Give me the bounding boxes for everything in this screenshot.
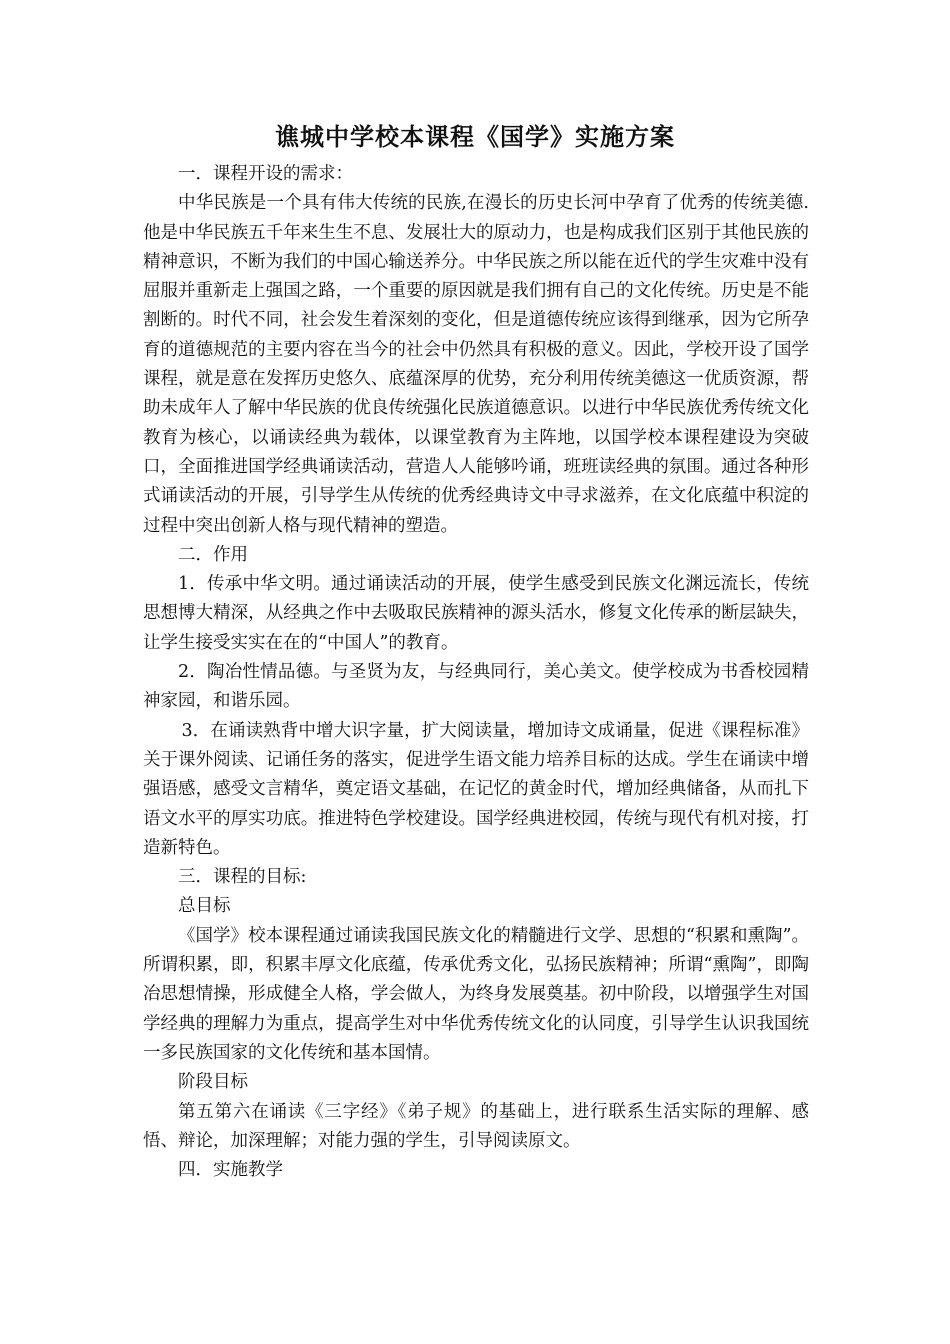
section-2-item-1: 1．传承中华文明。通过诵读活动的开展，使学生感受到民族文化渊远流长，传统思想博大精深，从经典之作中去吸取民族精神的源头活水，修复文化传承的断层缺失，让学生接受实实在在的“中国人”的教育。 xyxy=(143,574,809,653)
section-3-heading: 三．课程的目标: xyxy=(178,867,307,888)
document-title: 谯城中学校本课程《国学》实施方案 xyxy=(275,122,675,151)
section-1-heading: 一．课程开设的需求： xyxy=(178,164,353,184)
section-2-item-2: 2．陶冶性情品德。与圣贤为友，与经典同行，美心美文。使学校成为书香校园精神家园，和谐乐园。 xyxy=(143,662,809,712)
section-2-item-3: 3．在诵读熟背中增大识字量，扩大阅读量，增加诗文成诵量，促进《课程标准》关于课外阅读、记诵任务的落实，促进学生语文能力培养目标的达成。学生在诵读中增强语感，感受文言精华，奠定语文基础，在记忆的黄金时代，增加经典储备，从而扎下语文水平的厚实功底。推进特色学校建设。国学经典进校园，传统与现代有机对接，打造新特色。 xyxy=(143,720,809,858)
section-4-heading: 四．实施教学 xyxy=(178,1160,283,1181)
section-3-paragraph-stage: 第五第六在诵读《三字经》《弟子规》的基础上，进行联系生活实际的理解、感悟、辩论，加深理解；对能力强的学生，引导阅读原文。 xyxy=(143,1101,809,1151)
section-3-subheading-stage: 阶段目标 xyxy=(178,1072,248,1093)
section-2-heading: 二．作用 xyxy=(178,544,248,565)
section-1-paragraph: 中华民族是一个具有伟大传统的民族,在漫长的历史长河中孕育了优秀的传统美德.他是中华民族五千年来生生不息、发展壮大的原动力，也是构成我们区别于其他民族的精神意识，不断为我们的中国心输送养分。中华民族之所以能在近代的学生灾难中没有屈服并重新走上强国之路，一个重要的原因就是我们拥有自己的文化传统。历史是不能割断的。时代不同，社会发生着深刻的变化，但是道德传统应该得到继承，因为它所孕育的道德规范的主要内容在当今的社会中仍然具有积极的意义。因此，学校开设了国学课程，就是意在发挥历史悠久、底蕴深厚的优势，充分利用传统美德这一优质资源，帮助未成年人了解中华民族的优良传统强化民族道德意识。以进行中华民族优秀传统文化教育为核心，以诵读经典为载体，以课堂教育为主阵地，以国学校本课程建设为突破口，全面推进国学经典诵读活动，营造人人能够吟诵，班班读经典的氛围。通过各种形式诵读活动的开展，引导学生从传统的优秀经典诗文中寻求滋养，在文化底蕴中积淀的过程中突出创新人格与现代精神的塑造。 xyxy=(143,193,809,536)
document-body xyxy=(143,160,809,1185)
section-3-subheading-overall: 总目标 xyxy=(178,896,231,917)
section-3-paragraph-overall: 《国学》校本课程通过诵读我国民族文化的精髓进行文学、思想的“积累和熏陶”。所谓积累，即，积累丰厚文化底蕴，传承优秀文化，弘扬民族精神；所谓“熏陶”，即陶冶思想情操，形成健全人格，学会做人，为终身发展奠基。初中阶段，以增强学生对国学经典的理解力为重点，提高学生对中华优秀传统文化的认同度，引导学生认识我国统一多民族国家的文化传统和基本国情。 xyxy=(143,925,809,1063)
